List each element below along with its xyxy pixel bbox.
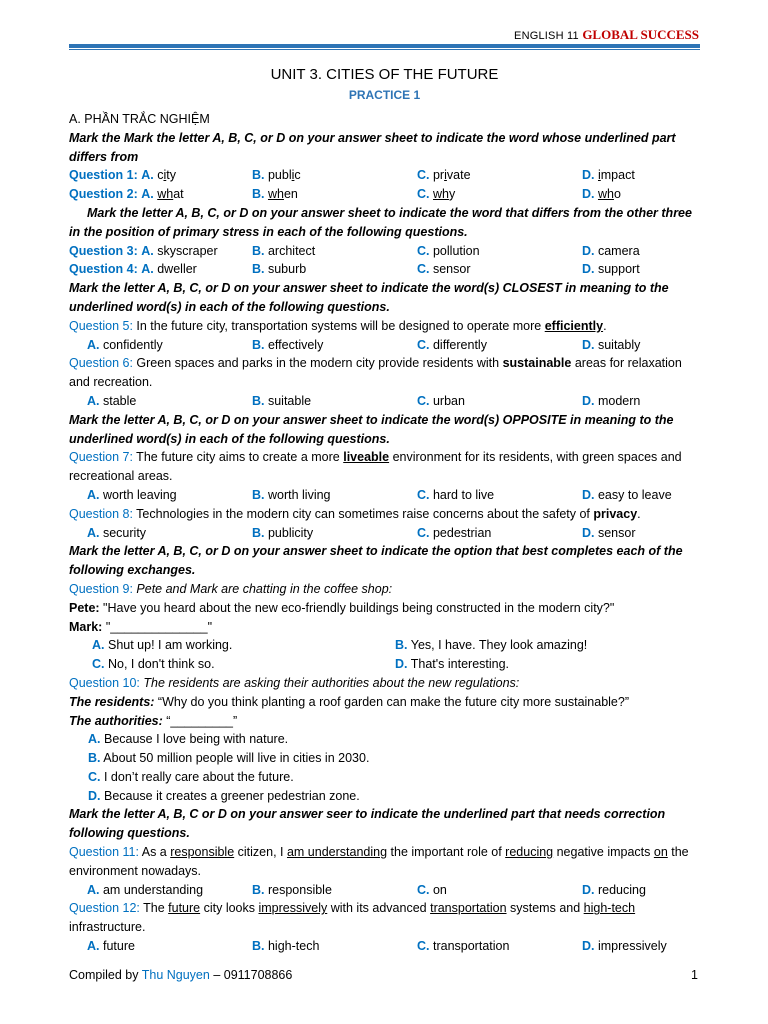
question-label: Question 2: <box>69 187 138 202</box>
option-letter: D. <box>582 939 595 954</box>
question-label: Question 8: <box>69 506 133 521</box>
option-letter: A. <box>87 525 100 540</box>
question-12-stem <box>69 899 700 937</box>
option-c: differently <box>432 337 487 352</box>
option-letter: D. <box>582 882 595 897</box>
option-d: who <box>597 187 621 202</box>
option-c: pedestrian <box>432 525 492 540</box>
option-letter: C. <box>417 168 430 183</box>
question-label: Question 7: <box>69 450 133 465</box>
option-d: Because it creates a greener pedestrian zone. <box>103 788 360 803</box>
option-b: suitable <box>267 393 312 408</box>
question-7-stem <box>69 448 700 486</box>
option-c: I don’t really care about the future. <box>103 769 294 784</box>
instruction-stress: Mark the letter A, B, C, or D on your answer sheet to indicate the word that differs from the other three in the position of primary stress in each of the following questions. <box>69 205 692 239</box>
instruction-closest: Mark the letter A, B, C, or D on your answer sheet to indicate the word(s) CLOSEST in meaning to the underlined word(s) in each of the following questions. <box>69 281 669 314</box>
option-a: am understanding <box>102 882 204 897</box>
dialogue-line-1 <box>69 599 700 618</box>
option-a: skyscraper <box>157 243 218 258</box>
stem-text: . <box>603 318 607 333</box>
option-c: sensor <box>432 262 471 277</box>
question-label: Question 12: <box>69 901 140 916</box>
option-letter: A. <box>141 168 154 183</box>
option-letter: C. <box>417 243 430 258</box>
stem-text: The future city aims to create a more <box>132 450 344 465</box>
question-9-options-row-1 <box>69 636 700 655</box>
option-d: reducing <box>597 882 646 897</box>
option-d: sensor <box>597 525 636 540</box>
key-word: liveable <box>343 450 390 465</box>
option-c: urban <box>432 393 465 408</box>
stem-text: the important role of <box>387 845 506 860</box>
option-letter: D. <box>582 243 595 258</box>
page-header <box>514 26 699 46</box>
stem-text: citizen, I <box>234 845 287 860</box>
stem-text: Green spaces and parks in the modern city provide residents with <box>132 356 503 371</box>
option-letter: C. <box>417 262 430 277</box>
question-11-options <box>69 881 700 900</box>
option-b: high-tech <box>267 939 320 954</box>
option-a: city <box>157 168 176 183</box>
option-letter: C. <box>417 337 430 352</box>
footer-phone: – 0911708866 <box>209 968 293 982</box>
underlined-part: impressively <box>258 901 328 916</box>
underlined-part: reducing <box>505 845 554 860</box>
option-c: why <box>432 187 456 202</box>
question-9-stem <box>69 580 700 599</box>
option-letter: B. <box>252 393 265 408</box>
option-b: About 50 million people will live in cities in 2030. <box>103 751 370 766</box>
option-b: suburb <box>267 262 307 277</box>
key-word: privacy <box>593 506 638 521</box>
question-9-options-row-2 <box>69 655 700 674</box>
option-letter: B. <box>252 262 265 277</box>
option-letter: A. <box>87 939 100 954</box>
stem-text: areas for relaxation and recreation. <box>69 356 682 390</box>
option-d: camera <box>597 243 640 258</box>
option-letter: A. <box>141 262 154 277</box>
option-b: public <box>267 168 301 183</box>
question-11-stem <box>69 843 700 881</box>
question-6-stem <box>69 354 700 392</box>
speaker: Pete: <box>69 600 100 615</box>
option-letter: D. <box>582 168 595 183</box>
option-b: architect <box>267 243 316 258</box>
option-letter: D. <box>582 487 595 502</box>
option-a: Because I love being with nature. <box>103 732 289 747</box>
option-letter: A. <box>92 638 105 653</box>
option-c: on <box>432 882 447 897</box>
option-letter: D. <box>582 525 595 540</box>
option-c: pollution <box>432 243 480 258</box>
option-b: Yes, I have. They look amazing! <box>410 638 588 653</box>
utterance: "Have you heard about the new eco-friendly buildings being constructed in the modern city?" <box>99 600 615 615</box>
dialogue-line-2 <box>69 712 700 731</box>
option-a: Shut up! I am working. <box>107 638 233 653</box>
header-subject: ENGLISH 11 <box>514 30 579 42</box>
question-5-options <box>69 336 700 355</box>
option-letter: B. <box>252 187 265 202</box>
option-d: That's interesting. <box>410 657 510 672</box>
option-a: dweller <box>157 262 197 277</box>
underlined-part: on <box>653 845 668 860</box>
option-letter: C. <box>92 657 105 672</box>
underlined-part: responsible <box>170 845 235 860</box>
option-a: worth leaving <box>102 487 177 502</box>
question-10-option-b <box>69 749 700 768</box>
stem-text: As a <box>138 845 171 860</box>
option-d: impact <box>597 168 635 183</box>
option-letter: B. <box>252 939 265 954</box>
option-letter: C. <box>417 882 430 897</box>
option-b: responsible <box>267 882 332 897</box>
option-letter: B. <box>252 525 265 540</box>
stem-text: . <box>637 506 641 521</box>
option-b: effectively <box>267 337 324 352</box>
worksheet-body <box>69 64 700 956</box>
question-10-option-a <box>69 730 700 749</box>
stem-text: negative impacts <box>553 845 654 860</box>
option-a: what <box>157 187 184 202</box>
unit-title: UNIT 3. CITIES OF THE FUTURE <box>270 66 499 83</box>
page-footer <box>69 966 700 985</box>
header-brand: GLOBAL SUCCESS <box>582 27 699 42</box>
question-4 <box>69 260 700 279</box>
question-label: Question 5: <box>69 318 133 333</box>
option-b: publicity <box>267 525 314 540</box>
option-d: easy to leave <box>597 487 672 502</box>
question-5-stem <box>69 317 700 336</box>
option-d: modern <box>597 393 641 408</box>
option-letter: C. <box>417 939 430 954</box>
dialogue-line-2 <box>69 618 700 637</box>
speaker: The residents: <box>69 694 155 709</box>
question-10-option-c <box>69 768 700 787</box>
question-label: Question 6: <box>69 356 133 371</box>
option-a: confidently <box>102 337 163 352</box>
question-10-stem <box>69 674 700 693</box>
option-letter: B. <box>252 487 265 502</box>
instruction-opposite: Mark the letter A, B, C, or D on your answer sheet to indicate the word(s) OPPOSITE in meaning to the underlined word(s) in each of the following questions. <box>69 412 674 446</box>
underlined-part: high-tech <box>583 901 636 916</box>
option-b: when <box>267 187 298 202</box>
option-c: private <box>432 168 471 183</box>
question-2 <box>69 185 700 204</box>
option-letter: B. <box>252 337 265 352</box>
question-label: Question 3: <box>69 243 138 258</box>
footer-author: Thu Nguyen <box>141 968 210 982</box>
dialogue-line-1 <box>69 693 700 712</box>
question-8-options <box>69 524 700 543</box>
utterance: “_________” <box>162 713 238 728</box>
option-letter: D. <box>582 262 595 277</box>
option-c: No, I don't think so. <box>107 657 215 672</box>
underlined-part: transportation <box>430 901 507 916</box>
stem-text: city looks <box>200 901 259 916</box>
instruction-error-correction: Mark the letter A, B, C or D on your answer seer to indicate the underlined part that needs correction following questions. <box>69 807 666 841</box>
stem-text: environment for its residents, with green spaces and recreational areas. <box>69 450 682 484</box>
utterance: “Why do you think planting a roof garden can make the future city more sustainable?” <box>154 694 629 709</box>
option-letter: B. <box>252 243 265 258</box>
speaker: Mark: <box>69 619 103 634</box>
header-rule-thick <box>69 44 700 48</box>
question-label: Question 11: <box>69 845 139 860</box>
option-letter: A. <box>141 187 154 202</box>
speaker: The authorities: <box>69 713 163 728</box>
stem-text: The <box>139 901 169 916</box>
option-c: transportation <box>432 939 510 954</box>
question-label: Question 9: <box>69 581 133 596</box>
option-letter: B. <box>395 638 408 653</box>
option-letter: C. <box>417 487 430 502</box>
footer-prefix: Compiled by <box>69 968 142 982</box>
stem-text: infrastructure. <box>69 920 146 935</box>
option-d: suitably <box>597 337 641 352</box>
option-a: future <box>102 939 135 954</box>
question-label: Question 4: <box>69 262 138 277</box>
option-letter: A. <box>87 882 100 897</box>
question-6-options <box>69 392 700 411</box>
header-rule-thin <box>69 49 700 50</box>
option-letter: B. <box>88 751 101 766</box>
stem-text: In the future city, transportation systems will be designed to operate more <box>132 318 545 333</box>
option-letter: A. <box>87 337 100 352</box>
option-letter: A. <box>87 487 100 502</box>
section-a-heading: A. PHẦN TRẮC NGHIỆM <box>69 112 210 126</box>
option-b: worth living <box>267 487 331 502</box>
option-letter: A. <box>141 243 154 258</box>
option-a: security <box>102 525 147 540</box>
option-letter: B. <box>252 882 265 897</box>
instruction-exchanges: Mark the letter A, B, C, or D on your answer sheet to indicate the option that best completes each of the following exchanges. <box>69 544 683 578</box>
option-letter: D. <box>582 187 595 202</box>
question-8-stem <box>69 505 700 524</box>
option-letter: D. <box>395 657 408 672</box>
option-letter: C. <box>417 393 430 408</box>
option-letter: A. <box>87 393 100 408</box>
underlined-part: am understanding <box>286 845 388 860</box>
option-d: impressively <box>597 939 667 954</box>
stem-text: with its advanced <box>327 901 431 916</box>
option-letter: C. <box>417 187 430 202</box>
utterance: "______________" <box>102 619 213 634</box>
option-letter: D. <box>88 788 101 803</box>
question-label: Question 1: <box>69 168 138 183</box>
option-letter: B. <box>252 168 265 183</box>
option-d: support <box>597 262 640 277</box>
underlined-part: future <box>168 901 201 916</box>
option-letter: D. <box>582 393 595 408</box>
instruction-pronunciation: Mark the Mark the letter A, B, C, or D on your answer sheet to indicate the word whose underlined part differs from <box>69 130 676 164</box>
question-10-option-d <box>69 787 700 806</box>
question-12-options <box>69 937 700 956</box>
context-text: The residents are asking their authorities about the new regulations: <box>139 675 520 690</box>
option-letter: C. <box>417 525 430 540</box>
key-word: sustainable <box>502 356 572 371</box>
option-c: hard to live <box>432 487 495 502</box>
practice-heading: PRACTICE 1 <box>348 88 421 102</box>
stem-text: systems and <box>506 901 584 916</box>
question-label: Question 10: <box>69 675 140 690</box>
option-a: stable <box>102 393 137 408</box>
question-7-options <box>69 486 700 505</box>
stem-text: Technologies in the modern city can sometimes raise concerns about the safety of <box>132 506 594 521</box>
key-word: efficiently <box>544 318 604 333</box>
page-number: 1 <box>691 968 698 982</box>
option-letter: D. <box>582 337 595 352</box>
option-letter: C. <box>88 769 101 784</box>
context-text: Pete and Mark are chatting in the coffee shop: <box>132 581 393 596</box>
question-1 <box>69 166 700 185</box>
option-letter: A. <box>88 732 101 747</box>
question-3 <box>69 242 700 261</box>
stem-text: the environment nowadays. <box>69 845 689 878</box>
